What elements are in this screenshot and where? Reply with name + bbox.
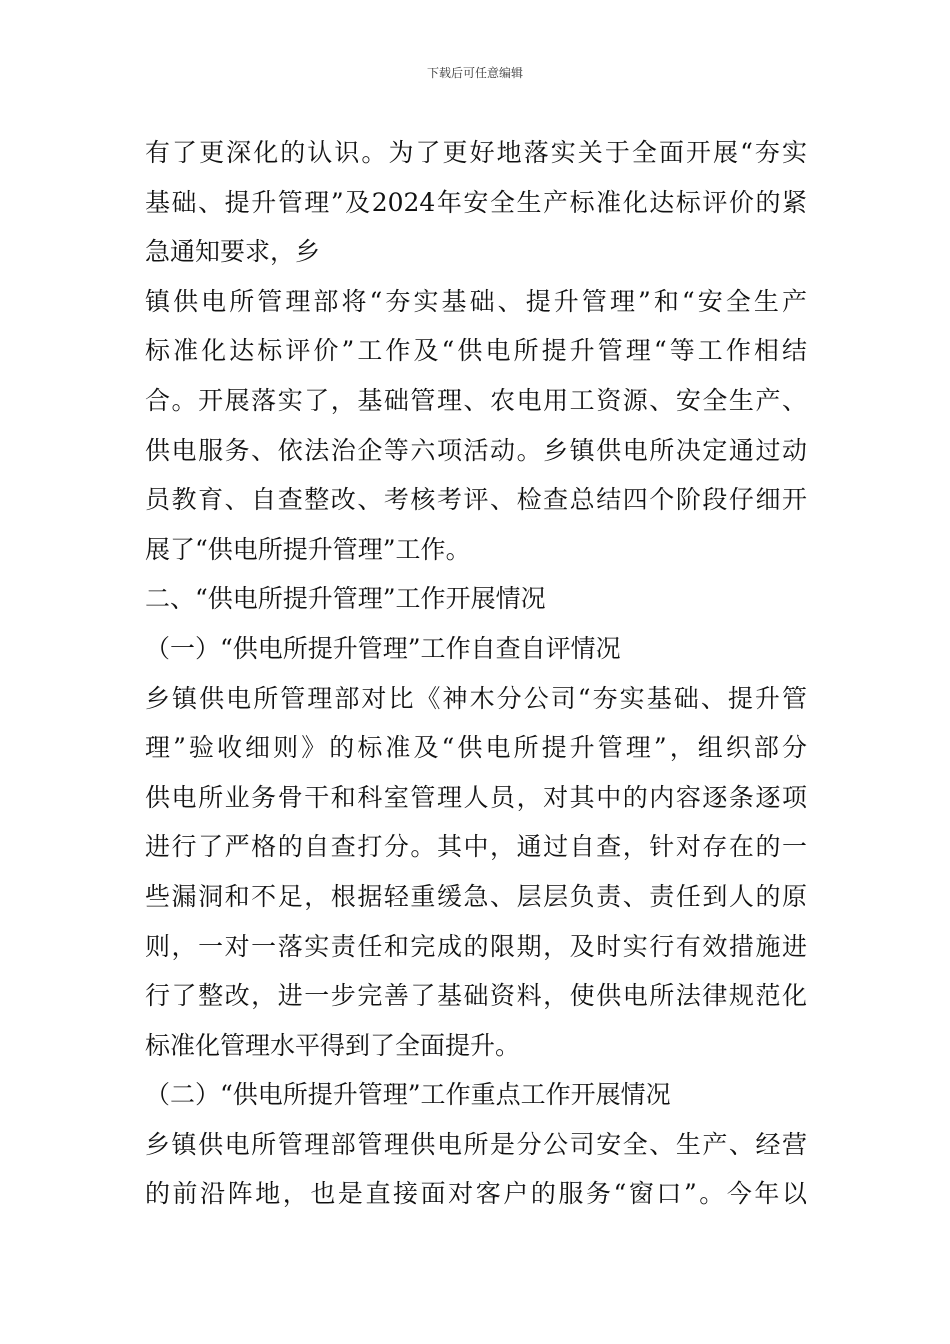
text-line: 急通知要求，乡	[145, 237, 321, 267]
text-line: 些漏洞和不足，根据轻重缓急、层层负责、责任到人的原	[145, 881, 807, 911]
text-line: 合。开展落实了，基础管理、农电用工资源、安全生产、	[145, 385, 807, 415]
document-body	[145, 128, 807, 1219]
text-line: 基础、提升管理”及2024年安全生产标准化达标评价的紧	[145, 187, 807, 217]
page-header-note: 下载后可任意编辑	[426, 66, 523, 80]
text-line: 员教育、自查整改、考核考评、检查总结四个阶段仔细开	[145, 485, 807, 515]
text-line: 乡镇供电所管理部管理供电所是分公司安全、生产、经营	[145, 1129, 807, 1159]
text-line: 的前沿阵地，也是直接面对客户的服务“窗口”。今年以	[145, 1179, 807, 1209]
text-line: 有了更深化的认识。为了更好地落实关于全面开展“夯实	[145, 138, 807, 167]
text-line: 展了“供电所提升管理”工作。	[145, 534, 471, 564]
text-line: （一）“供电所提升管理”工作自查自评情况	[145, 633, 621, 663]
text-line: （二）“供电所提升管理”工作重点工作开展情况	[145, 1080, 671, 1110]
text-line: 理”验收细则》的标准及“供电所提升管理”，组织部分	[145, 733, 807, 763]
text-line: 乡镇供电所管理部对比《神木分公司“夯实基础、提升管	[145, 683, 807, 713]
text-line: 标准化管理水平得到了全面提升。	[145, 1030, 521, 1060]
text-line: 则，一对一落实责任和完成的限期，及时实行有效措施进	[145, 931, 807, 961]
text-line: 行了整改，进一步完善了基础资料，使供电所法律规范化	[145, 981, 807, 1011]
text-line: 供电服务、依法治企等六项活动。乡镇供电所决定通过动	[145, 435, 807, 465]
text-line: 进行了严格的自查打分。其中，通过自查，针对存在的一	[145, 832, 807, 862]
text-line: 标准化达标评价”工作及“供电所提升管理“等工作相结	[145, 336, 807, 366]
text-line: 二、“供电所提升管理”工作开展情况	[145, 584, 546, 614]
text-line: 供电所业务骨干和科室管理人员，对其中的内容逐条逐项	[145, 782, 807, 812]
text-line: 镇供电所管理部将“夯实基础、提升管理”和“安全生产	[145, 286, 807, 316]
